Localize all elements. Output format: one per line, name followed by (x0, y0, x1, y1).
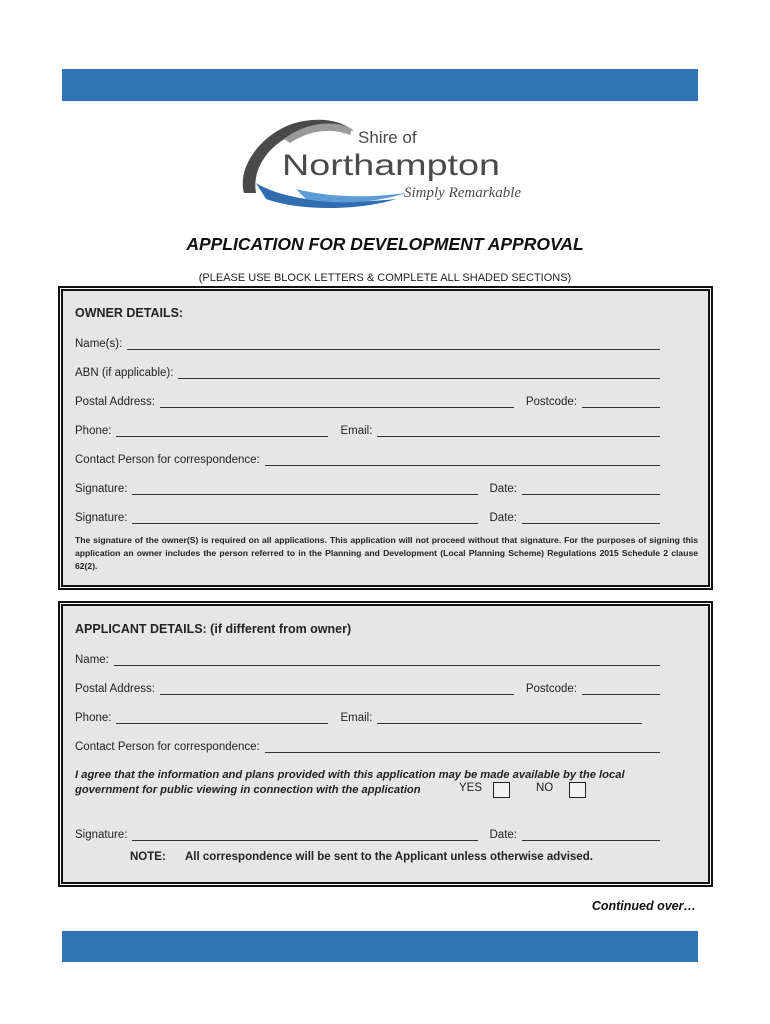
owner-postal-field[interactable] (160, 396, 514, 408)
logo-tagline: Simply Remarkable (404, 185, 522, 201)
owner-postal-label: Postal Address: (75, 396, 155, 408)
applicant-details-section (61, 604, 710, 884)
owner-signature-row-1 (75, 479, 664, 495)
applicant-heading: APPLICANT DETAILS: (if different from owner) (75, 622, 352, 636)
owner-email-field[interactable] (377, 425, 660, 437)
owner-phone-field[interactable] (116, 425, 328, 437)
applicant-contact-label: Contact Person for correspondence: (75, 741, 260, 753)
owner-postcode-label: Postcode: (525, 396, 577, 408)
applicant-email-label: Email: (340, 712, 373, 724)
owner-signature-field[interactable] (132, 512, 477, 524)
logo-line2: Northampton (282, 149, 500, 182)
owner-date-field[interactable] (522, 483, 660, 495)
owner-names-label: Name(s): (75, 338, 123, 350)
owner-abn-field[interactable] (178, 367, 660, 379)
owner-abn-row (75, 363, 664, 379)
applicant-phone-label: Phone: (75, 712, 112, 724)
owner-details-section (61, 289, 710, 587)
owner-contact-label: Contact Person for correspondence: (75, 454, 260, 466)
applicant-name-field[interactable] (114, 654, 660, 666)
page-title: APPLICATION FOR DEVELOPMENT APPROVAL (186, 234, 584, 254)
owner-postcode-field[interactable] (582, 396, 660, 408)
consent-line-2: government for public viewing in connection with the application (75, 783, 421, 796)
applicant-phone-field[interactable] (116, 712, 328, 724)
owner-names-field[interactable] (127, 338, 660, 350)
logo-line1: Shire of (358, 128, 417, 147)
owner-names-row (75, 334, 664, 350)
owner-phone-label: Phone: (75, 425, 112, 437)
applicant-name-row (75, 650, 664, 666)
owner-email-label: Email: (340, 425, 373, 437)
shire-logo-graphic (226, 105, 546, 217)
owner-signature-label: Signature: (75, 483, 128, 495)
yes-checkbox[interactable] (493, 782, 510, 798)
applicant-name-label: Name: (75, 654, 109, 666)
no-label: NO (536, 782, 554, 794)
owner-date-field[interactable] (522, 512, 660, 524)
owner-phone-row (75, 421, 664, 437)
owner-abn-label: ABN (if applicable): (75, 367, 174, 379)
applicant-postcode-field[interactable] (582, 683, 660, 695)
consent-line-1: I agree that the information and plans provided with this application may be made available by the local (75, 769, 625, 781)
owner-signature-label: Signature: (75, 512, 128, 524)
applicant-signature-label: Signature: (75, 829, 128, 841)
owner-contact-field[interactable] (265, 454, 660, 466)
continued-over-text: Continued over… (591, 899, 696, 913)
shire-logo (226, 105, 546, 217)
applicant-email-field[interactable] (377, 712, 642, 724)
owner-postal-row (75, 392, 664, 408)
applicant-signature-field[interactable] (132, 829, 477, 841)
bottom-banner (62, 931, 698, 962)
applicant-date-label: Date: (489, 829, 517, 841)
applicant-contact-field[interactable] (265, 741, 660, 753)
note-text: All correspondence will be sent to the Applicant unless otherwise advised. (185, 851, 593, 863)
note-label: NOTE: (130, 851, 166, 863)
owner-signature-field[interactable] (132, 483, 477, 495)
owner-contact-row (75, 450, 664, 466)
owner-date-label: Date: (489, 512, 517, 524)
applicant-signature-row (75, 825, 664, 841)
applicant-postcode-label: Postcode: (525, 683, 577, 695)
top-banner (62, 69, 698, 101)
no-checkbox[interactable] (569, 782, 586, 798)
applicant-postal-field[interactable] (160, 683, 514, 695)
owner-date-label: Date: (489, 483, 517, 495)
applicant-postal-row (75, 679, 664, 695)
applicant-postal-label: Postal Address: (75, 683, 155, 695)
owner-signature-row-2 (75, 508, 664, 524)
yes-label: YES (459, 782, 483, 794)
applicant-contact-row (75, 737, 664, 753)
applicant-phone-row (75, 708, 646, 724)
applicant-date-field[interactable] (522, 829, 660, 841)
page-subtitle: (PLEASE USE BLOCK LETTERS & COMPLETE ALL SHADED SECTIONS) (198, 272, 572, 284)
owner-heading: OWNER DETAILS: (75, 306, 184, 320)
owner-signature-note: The signature of the owner(S) is required on all applications. This application will not proceed without that signature. For the purposes of signing this application an owner includes the person referred to in the Planning and Development (Local Planning Scheme) Regulations 2015 Schedule 2 clause 62(2). (75, 535, 698, 571)
